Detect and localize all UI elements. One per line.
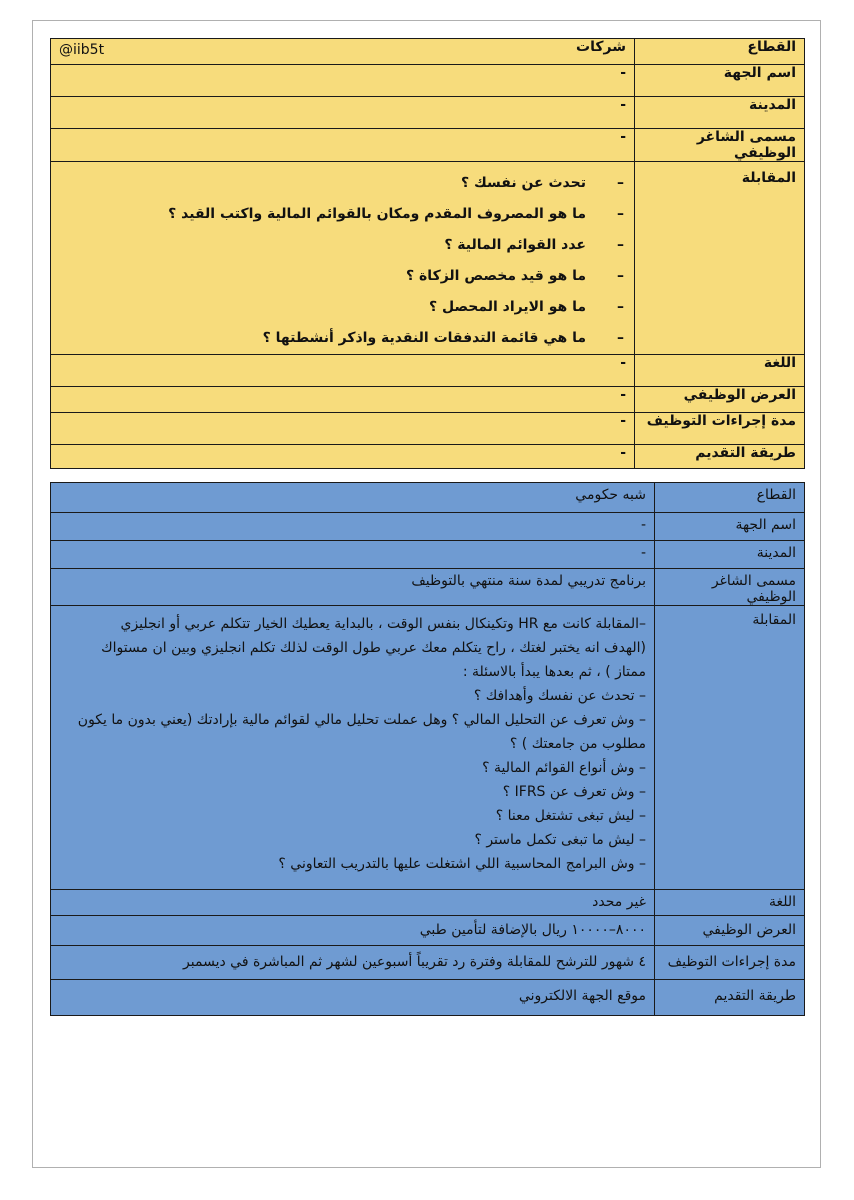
row-label: مدة إجراءات التوظيف xyxy=(655,946,805,980)
table-row xyxy=(51,541,805,569)
row-value: - xyxy=(51,541,655,569)
row-value: - xyxy=(51,355,635,387)
list-item: –ما هي قائمة التدفقات النقدية واذكر أنشطتها ؟ xyxy=(262,330,624,346)
row-value: غير محدد xyxy=(51,890,655,916)
text-line: – ليش تبغى تشتغل معنا ؟ xyxy=(495,808,646,824)
table-row xyxy=(51,65,805,97)
row-label: المدينة xyxy=(655,541,805,569)
row-value: - xyxy=(51,387,635,413)
text-line: – وش تعرف عن التحليل المالي ؟ وهل عملت تحليل مالي لقوائم مالية بإرادتك (يعني بدون ما يكون xyxy=(77,712,646,728)
list-item: –ما هو المصروف المقدم ومكان بالقوائم المالية واكتب القيد ؟ xyxy=(168,206,624,222)
text-line: – ليش ما تبغى تكمل ماستر ؟ xyxy=(474,832,646,848)
table-row xyxy=(51,483,805,513)
row-label: العرض الوظيفي xyxy=(655,916,805,946)
row-value: موقع الجهة الالكتروني xyxy=(51,980,655,1016)
table-row xyxy=(51,355,805,387)
row-value: شركات xyxy=(576,39,626,55)
row-label: مدة إجراءات التوظيف xyxy=(635,413,805,445)
row-label: اللغة xyxy=(655,890,805,916)
list-item: –ما هو الايراد المحصل ؟ xyxy=(428,299,624,315)
table-row xyxy=(51,162,805,355)
table-row xyxy=(51,39,805,65)
text-line: –المقابلة كانت مع HR وتكينكال بنفس الوقت ، بالبداية يعطيك الخيار تتكلم عربي أو انجليزي xyxy=(120,616,646,632)
table-row xyxy=(51,980,805,1016)
row-value: برنامج تدريبي لمدة سنة منتهي بالتوظيف xyxy=(51,569,655,606)
row-label: مسمى الشاغر الوظيفي xyxy=(635,129,805,162)
row-label: العرض الوظيفي xyxy=(635,387,805,413)
row-label: اسم الجهة xyxy=(655,513,805,541)
company-table xyxy=(50,38,805,469)
row-value: - xyxy=(51,65,635,97)
table-row xyxy=(51,606,805,890)
table-row xyxy=(51,413,805,445)
text-line: – وش أنواع القوائم المالية ؟ xyxy=(482,760,646,776)
row-label: المقابلة xyxy=(655,606,805,890)
row-label: المدينة xyxy=(635,97,805,129)
list-item: –ما هو قيد مخصص الزكاة ؟ xyxy=(406,268,624,284)
text-line: (الهدف انه يختبر لغتك ، راح يتكلم معك عربي طول الوقت لذلك تكلم انجليزي وبين ان مستواك xyxy=(101,640,646,656)
table-row xyxy=(51,916,805,946)
table-row xyxy=(51,387,805,413)
row-value: ٨٠٠٠–١٠٠٠٠ ريال بالإضافة لتأمين طبي xyxy=(51,916,655,946)
table-row xyxy=(51,513,805,541)
interview-questions xyxy=(51,162,635,355)
row-label: المقابلة xyxy=(635,162,805,355)
row-value: - xyxy=(51,129,635,162)
row-value: ٤ شهور للترشح للمقابلة وفترة رد تقريباً أسبوعين لشهر ثم المباشرة في ديسمبر xyxy=(51,946,655,980)
row-value: - xyxy=(51,513,655,541)
table-row xyxy=(51,569,805,606)
row-value: - xyxy=(51,445,635,469)
watermark-handle: @iib5t xyxy=(59,42,105,58)
row-label: اسم الجهة xyxy=(635,65,805,97)
list-item: –تحدث عن نفسك ؟ xyxy=(460,175,624,191)
row-label: القطاع xyxy=(655,483,805,513)
table-row xyxy=(51,445,805,469)
row-label: طريقة التقديم xyxy=(655,980,805,1016)
text-line: – وش البرامج المحاسبية اللي اشتغلت عليها بالتدريب التعاوني ؟ xyxy=(278,856,646,872)
table-row xyxy=(51,890,805,916)
text-line: – تحدث عن نفسك وأهدافك ؟ xyxy=(473,688,646,704)
row-label: القطاع xyxy=(635,39,805,65)
row-label: اللغة xyxy=(635,355,805,387)
semi-government-table xyxy=(50,482,805,1016)
list-item: –عدد القوائم المالية ؟ xyxy=(444,237,624,253)
text-line: مطلوب من جامعتك ) ؟ xyxy=(509,736,646,752)
row-label: مسمى الشاغر الوظيفي xyxy=(655,569,805,606)
text-line: ممتاز ) ، ثم بعدها يبدأ بالاسئلة : xyxy=(462,664,646,680)
row-value: - xyxy=(51,97,635,129)
interview-details xyxy=(51,606,655,890)
row-value: شبه حكومي xyxy=(51,483,655,513)
row-label: طريقة التقديم xyxy=(635,445,805,469)
table-row xyxy=(51,946,805,980)
table-row xyxy=(51,97,805,129)
text-line: – وش تعرف عن IFRS ؟ xyxy=(502,784,646,800)
table-row xyxy=(51,129,805,162)
row-value: - xyxy=(51,413,635,445)
